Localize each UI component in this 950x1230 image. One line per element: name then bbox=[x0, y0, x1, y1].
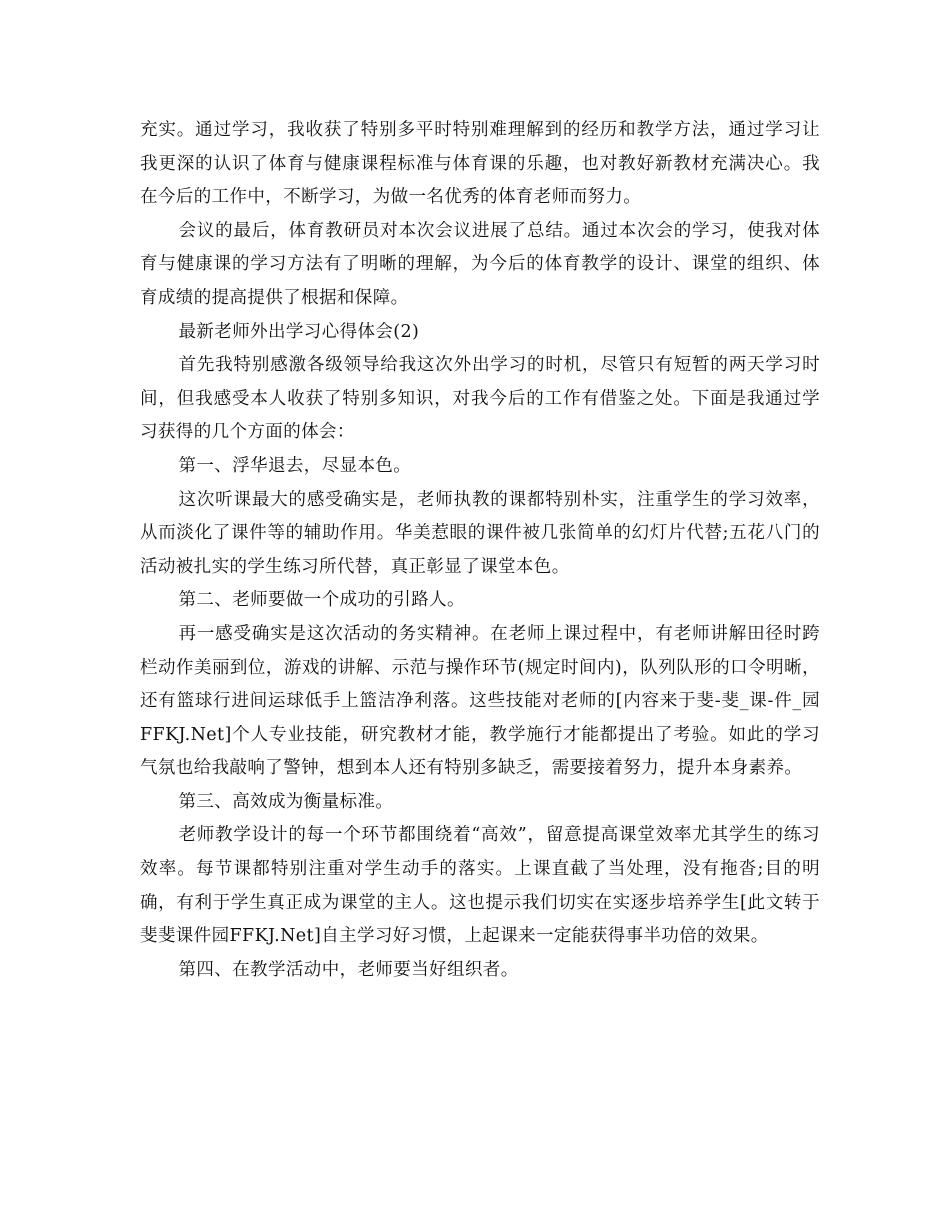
point-heading-2: 第二、老师要做一个成功的引路人。 bbox=[178, 590, 465, 611]
point-heading-3: 第三、高效成为衡量标准。 bbox=[178, 791, 394, 812]
paragraph-meeting-summary: 会议的最后，体育教研员对本次会议进展了总结。通过本次会的学习，使我对体育与健康课的学习方法有了明晰的理解，为今后的体育教学的设计、课堂的组织、体育成绩的提高提供了根据和保障。 bbox=[140, 220, 820, 308]
paragraph-point-3: 老师教学设计的每一个环节都围绕着“高效”，留意提高课堂效率尤其学生的练习效率。每节课都特别注重对学生动手的落实。上课直截了当处理，没有拖沓;目的明确，有利于学生真正成为课堂的主人。这也提示我们切实在实逐步培养学生[此文转于斐斐课件园FFKJ.Net]自主学习好习惯，上起课来一定能获得事半功倍的效果。 bbox=[140, 825, 820, 947]
paragraph-point-2: 再一感受确实是这次活动的务实精神。在老师上课过程中，有老师讲解田径时跨栏动作美丽到位，游戏的讲解、示范与操作环节(规定时间内)，队列队形的口令明晰，还有篮球行进间运球低手上篮洁净利落。这些技能对老师的[内容来于斐-斐_课-件_园FFKJ.Net]个人专业技能，研究教材才能，教学施行才能都提出了考验。如此的学习气氛也给我敲响了警钟，想到本人还有特别多缺乏，需要接着努力，提升本身素养。 bbox=[140, 623, 820, 779]
document-body bbox=[140, 114, 820, 987]
paragraph-point-1: 这次听课最大的感受确实是，老师执教的课都特别朴实，注重学生的学习效率，从而淡化了课件等的辅助作用。华美惹眼的课件被几张简单的幻灯片代替;五花八门的活动被扎实的学生练习所代替，真正彰显了课堂本色。 bbox=[140, 489, 820, 577]
point-heading-4: 第四、在教学活动中，老师要当好组织者。 bbox=[178, 959, 519, 980]
section-title: 最新老师外出学习心得体会(2) bbox=[178, 321, 420, 342]
paragraph-intro: 首先我特别感激各级领导给我这次外出学习的时机，尽管只有短暂的两天学习时间，但我感受本人收获了特别多知识，对我今后的工作有借鉴之处。下面是我通过学习获得的几个方面的体会： bbox=[140, 355, 820, 443]
paragraph-continuation: 充实。通过学习，我收获了特别多平时特别难理解到的经历和教学方法，通过学习让我更深的认识了体育与健康课程标准与体育课的乐趣，也对教好新教材充满决心。我在今后的工作中，不断学习，为做一名优秀的体育老师而努力。 bbox=[140, 120, 820, 208]
point-heading-1: 第一、浮华退去，尽显本色。 bbox=[178, 455, 412, 476]
